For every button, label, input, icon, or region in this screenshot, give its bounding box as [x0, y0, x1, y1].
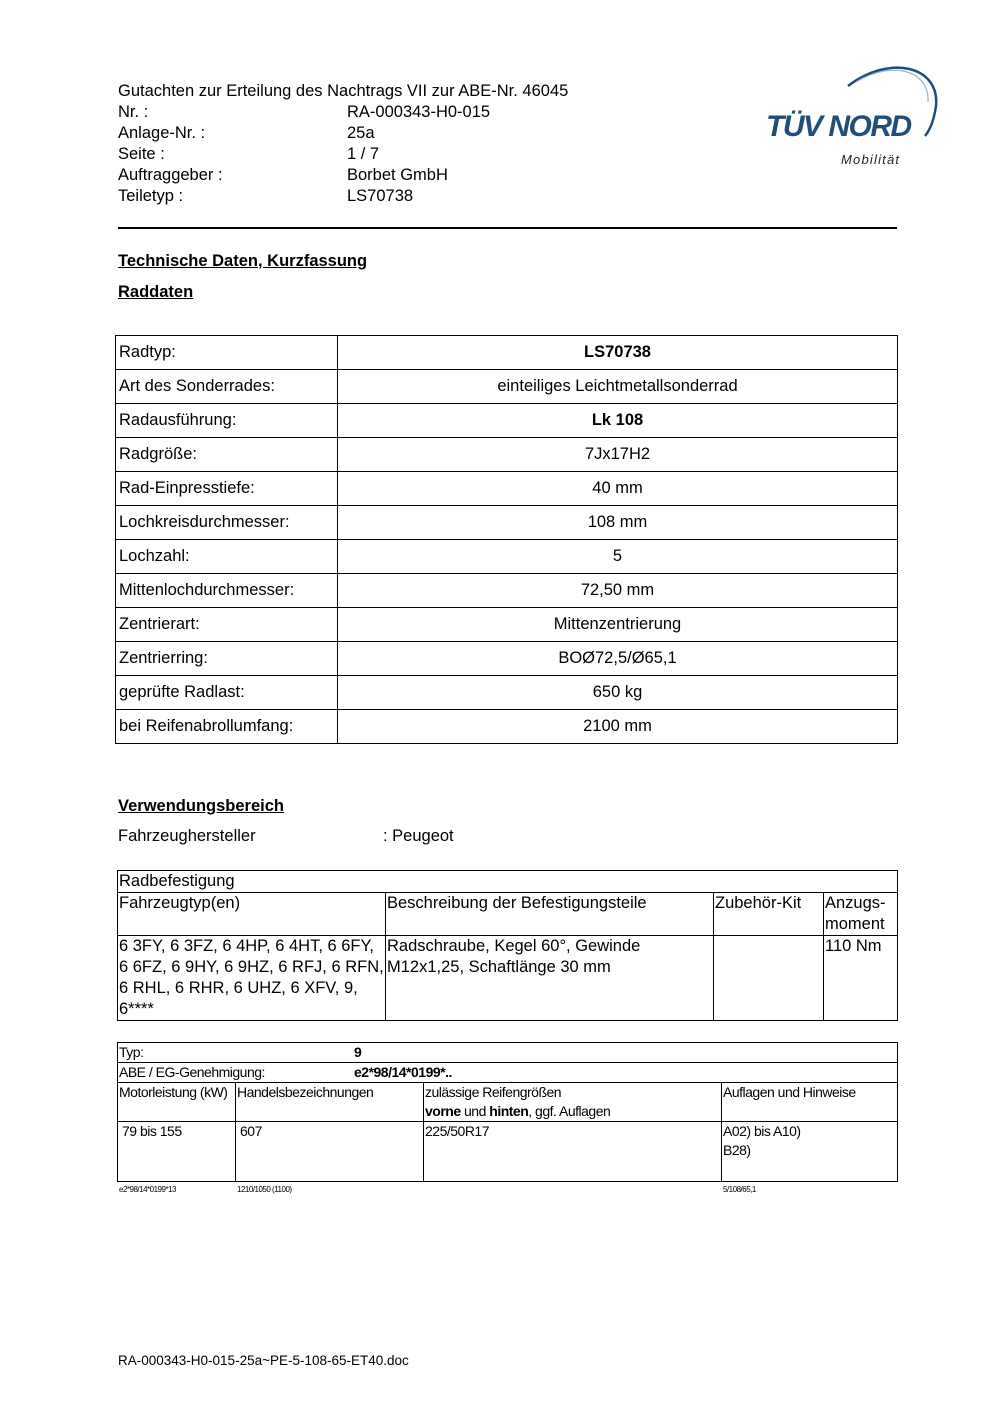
hersteller-label: Fahrzeughersteller	[118, 827, 256, 845]
tuev-nord-logo	[760, 58, 945, 170]
header-label: Seite :	[118, 145, 165, 163]
abe-cell	[118, 1063, 898, 1083]
row-value: 650 kg	[338, 676, 898, 710]
table-row	[118, 871, 898, 893]
raddaten-table	[115, 335, 898, 744]
reifen-header-line1: zulässige Reifengrößen	[425, 1084, 562, 1100]
row-label: Lochzahl:	[116, 540, 338, 574]
row-value: 72,50 mm	[338, 574, 898, 608]
table-title: Radbefestigung	[118, 871, 898, 893]
header-value: LS70738	[347, 187, 414, 205]
row-label: Mittenlochdurchmesser:	[116, 574, 338, 608]
table-row	[116, 540, 898, 574]
column-header: Beschreibung der Befestigungsteile	[386, 893, 714, 936]
anzugsmoment-cell: 110 Nm	[824, 936, 898, 1021]
row-label: Art des Sonderrades:	[116, 370, 338, 404]
column-header: Motorleistung (kW)	[118, 1083, 236, 1122]
handel-cell: 607	[236, 1122, 424, 1182]
table-row	[116, 676, 898, 710]
table-row	[116, 438, 898, 472]
table-row	[118, 936, 898, 1021]
header-value: Borbet GmbH	[347, 166, 448, 184]
header-value: 25a	[347, 124, 375, 142]
reifen-cell: 225/50R17	[424, 1122, 722, 1182]
table-row	[116, 336, 898, 370]
fahrzeugtypen-cell: 6 3FY, 6 3FZ, 6 4HP, 6 4HT, 6 6FY, 6 6FZ, 6 9HY, 6 9HZ, 6 RFJ, 6 RFN, 6 RHL, 6 RHR, 6 UHZ, 6 XFV, 9, 6****	[118, 936, 386, 1021]
row-value: 108 mm	[338, 506, 898, 540]
row-value: BOØ72,5/Ø65,1	[338, 642, 898, 676]
document-header	[118, 81, 568, 207]
abe-label: ABE / EG-Genehmigung:	[119, 1064, 265, 1080]
header-label: Anlage-Nr. :	[118, 124, 206, 142]
small-note: e2*98/14*0199*13	[119, 1185, 176, 1194]
zubehoer-cell	[714, 936, 824, 1021]
column-header: Anzugs- moment	[824, 893, 898, 936]
typ-value: 9	[354, 1044, 362, 1060]
column-header: Auflagen und Hinweise	[722, 1083, 898, 1122]
auflagen-line: A02) bis A10)	[723, 1123, 801, 1139]
header-row-auftraggeber	[118, 165, 568, 186]
fahrzeughersteller-row	[118, 827, 454, 846]
table-header-row	[118, 1083, 898, 1122]
column-header: Handelsbezeichnungen	[236, 1083, 424, 1122]
typ-cell	[118, 1043, 898, 1063]
logo-subtitle: Mobilität	[841, 152, 901, 167]
typ-label: Typ:	[119, 1044, 144, 1060]
abe-value: e2*98/14*0199*..	[354, 1064, 452, 1080]
small-note: 5/108/65,1	[723, 1185, 756, 1194]
document-title: Gutachten zur Erteilung des Nachtrags VII zur ABE-Nr. 46045	[118, 82, 569, 100]
auflagen-line: B28)	[723, 1142, 751, 1158]
row-label: Zentrierring:	[116, 642, 338, 676]
table-row	[116, 710, 898, 744]
row-label: Lochkreisdurchmesser:	[116, 506, 338, 540]
section-title-raddaten: Raddaten	[118, 283, 194, 301]
table-row	[116, 370, 898, 404]
hersteller-value: : Peugeot	[383, 827, 454, 845]
reifen-hinten: hinten	[489, 1103, 529, 1119]
row-value: 2100 mm	[338, 710, 898, 744]
row-value: 5	[338, 540, 898, 574]
reifen-vorne: vorne	[425, 1103, 461, 1119]
section-title-verwendungsbereich: Verwendungsbereich	[118, 797, 284, 815]
row-value: Lk 108	[338, 404, 898, 438]
table-header-row	[118, 893, 898, 936]
header-label: Auftraggeber :	[118, 166, 223, 184]
table-row	[116, 404, 898, 438]
row-label: Radausführung:	[116, 404, 338, 438]
column-header: Fahrzeugtyp(en)	[118, 893, 386, 936]
row-value: 40 mm	[338, 472, 898, 506]
header-row-anlage	[118, 123, 568, 144]
row-label: geprüfte Radlast:	[116, 676, 338, 710]
reifen-rest: , ggf. Auflagen	[528, 1103, 611, 1119]
typ-table	[117, 1042, 898, 1182]
table-row	[116, 608, 898, 642]
radbefestigung-table	[117, 870, 898, 1021]
column-header-reifen	[424, 1083, 722, 1122]
row-value: Mittenzentrierung	[338, 608, 898, 642]
table-row	[118, 1063, 898, 1083]
row-value: einteiliges Leichtmetallsonderrad	[338, 370, 898, 404]
small-note: 1210/1050 (1100)	[237, 1185, 292, 1194]
section-title-technische-daten: Technische Daten, Kurzfassung	[118, 252, 368, 270]
header-label: Teiletyp :	[118, 187, 184, 205]
header-row-seite	[118, 144, 568, 165]
row-label: Radgröße:	[116, 438, 338, 472]
table-row	[116, 574, 898, 608]
row-label: Radtyp:	[116, 336, 338, 370]
row-value: 7Jx17H2	[338, 438, 898, 472]
row-value: LS70738	[338, 336, 898, 370]
table-row	[116, 506, 898, 540]
header-divider	[118, 227, 897, 229]
logo-brand: TÜV NORD	[766, 110, 911, 143]
reifen-und: und	[460, 1103, 490, 1119]
table-row	[118, 1122, 898, 1182]
header-value: 1 / 7	[347, 145, 380, 163]
column-header: Zubehör-Kit	[714, 893, 824, 936]
header-row-nr	[118, 102, 568, 123]
befestigungsteile-cell: Radschraube, Kegel 60°, Gewinde M12x1,25, Schaftlänge 30 mm	[386, 936, 714, 1021]
reifen-header-line2	[425, 1102, 720, 1121]
motor-cell: 79 bis 155	[118, 1122, 236, 1182]
table-row	[116, 642, 898, 676]
auflagen-cell	[722, 1122, 898, 1182]
row-label: Rad-Einpresstiefe:	[116, 472, 338, 506]
footer-filename: RA-000343-H0-015-25a~PE-5-108-65-ET40.doc	[118, 1353, 409, 1368]
table-row	[116, 472, 898, 506]
header-value: RA-000343-H0-015	[347, 103, 491, 121]
row-label: bei Reifenabrollumfang:	[116, 710, 338, 744]
header-row-teiletyp	[118, 186, 568, 207]
header-label: Nr. :	[118, 103, 149, 121]
table-row	[118, 1043, 898, 1063]
row-label: Zentrierart:	[116, 608, 338, 642]
